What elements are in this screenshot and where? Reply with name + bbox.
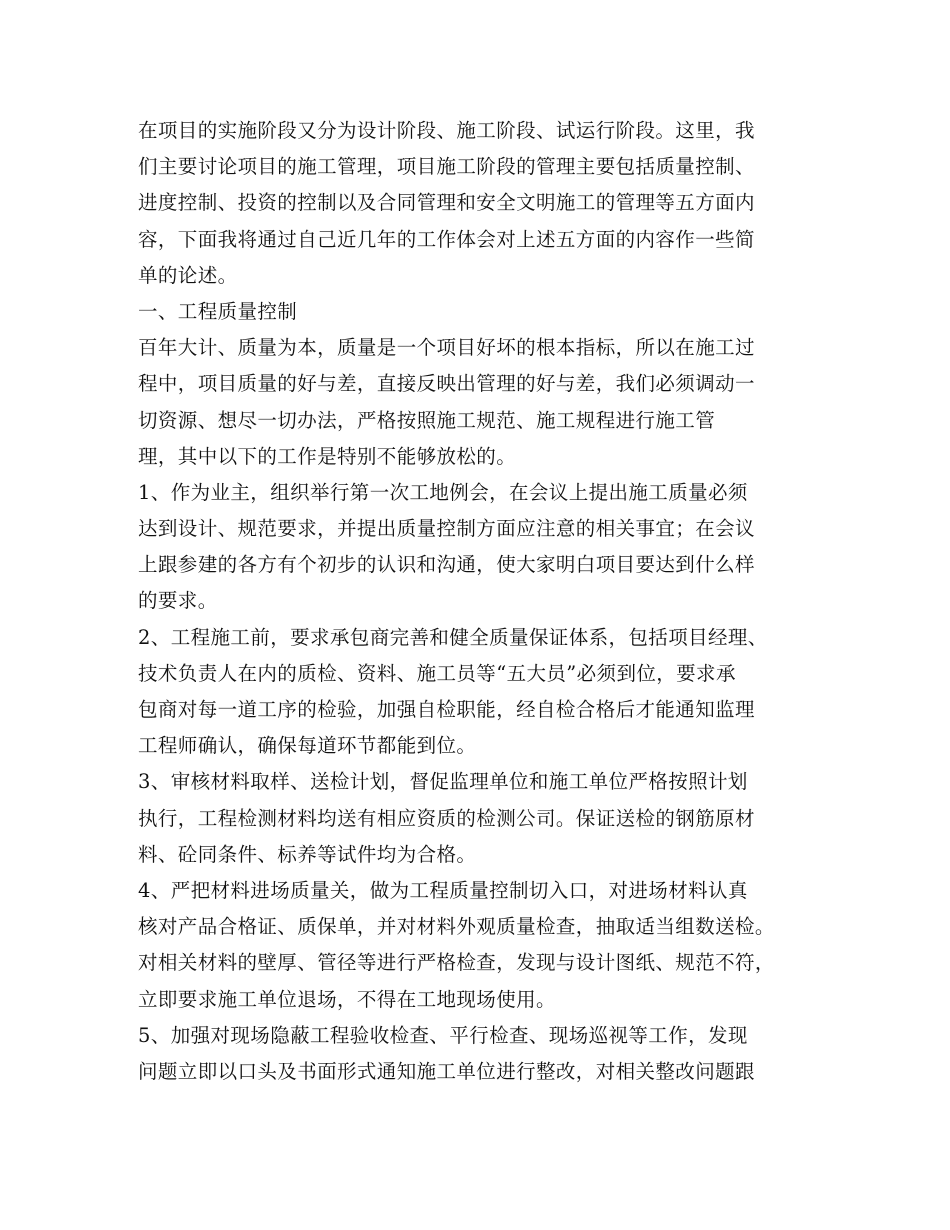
list-item-2-line: 包商对每一道工序的检验，加强自检职能，经自检合格后才能通知监理 [138, 698, 755, 721]
text-line: 容，下面我将通过自己近几年的工作体会对上述五方面的内容作一些简 [138, 227, 755, 251]
list-item-3-line: 执行，工程检测材料均送有相应资质的检测公司。保证送检的钢筋原材 [138, 806, 755, 830]
list-item-5-line: 问题立即以口头及书面形式通知施工单位进行整改，对相关整改问题跟 [138, 1059, 755, 1083]
list-item-4-line: 4、严把材料进场质量关，做为工程质量控制切入口，对进场材料认真 [138, 878, 748, 902]
text-line: 百年大计、质量为本，质量是一个项目好坏的根本指标，所以在施工过 [138, 336, 755, 360]
list-item-3-line: 料、砼同条件、标养等试件均为合格。 [138, 842, 477, 866]
list-item-4-line: 对相关材料的壁厚、管径等进行严格检查，发现与设计图纸、规范不符， [138, 951, 775, 975]
text-line: 理，其中以下的工作是特别不能够放松的。 [138, 444, 517, 468]
list-item-2-line: 2、工程施工前，要求承包商完善和健全质量保证体系，包括项目经理、 [138, 625, 768, 649]
document-body [138, 113, 818, 1090]
list-item-2-line: 技术负责人在内的质检、资料、施工员等“五大员”必须到位，要求承 [138, 661, 736, 685]
list-item-4-line: 立即要求施工单位退场，不得在工地现场使用。 [138, 987, 556, 1011]
list-item-1-line: 的要求。 [138, 589, 218, 613]
list-item-3-line: 3、审核材料取样、送检计划，督促监理单位和施工单位严格按照计划 [138, 770, 748, 794]
list-item-1-line: 1、作为业主，组织举行第一次工地例会，在会议上提出施工质量必须 [138, 480, 748, 504]
text-line: 们主要讨论项目的施工管理，项目施工阶段的管理主要包括质量控制、 [138, 155, 755, 179]
list-item-2-line: 工程师确认，确保每道环节都能到位。 [138, 734, 477, 758]
list-item-1-line: 上跟参建的各方有个初步的认识和沟通，使大家明白项目要达到什么样 [138, 553, 755, 577]
section-heading: 一、工程质量控制 [138, 299, 298, 323]
list-item-1-line: 达到设计、规范要求，并提出质量控制方面应注意的相关事宜；在会议 [138, 517, 755, 541]
text-line: 程中，项目质量的好与差，直接反映出管理的好与差，我们必须调动一 [138, 372, 755, 396]
list-item-4-line: 核对产品合格证、质保单，并对材料外观质量检查，抽取适当组数送检。 [138, 915, 775, 939]
text-line: 进度控制、投资的控制以及合同管理和安全文明施工的管理等五方面内 [138, 191, 755, 215]
text-line: 在项目的实施阶段又分为设计阶段、施工阶段、试运行阶段。这里，我 [138, 119, 755, 142]
text-line: 切资源、想尽一切办法，严格按照施工规范、施工规程进行施工管 [138, 408, 716, 432]
text-line: 单的论述。 [138, 263, 238, 287]
list-item-5-line: 5、加强对现场隐蔽工程验收检查、平行检查、现场巡视等工作，发现 [138, 1023, 748, 1047]
